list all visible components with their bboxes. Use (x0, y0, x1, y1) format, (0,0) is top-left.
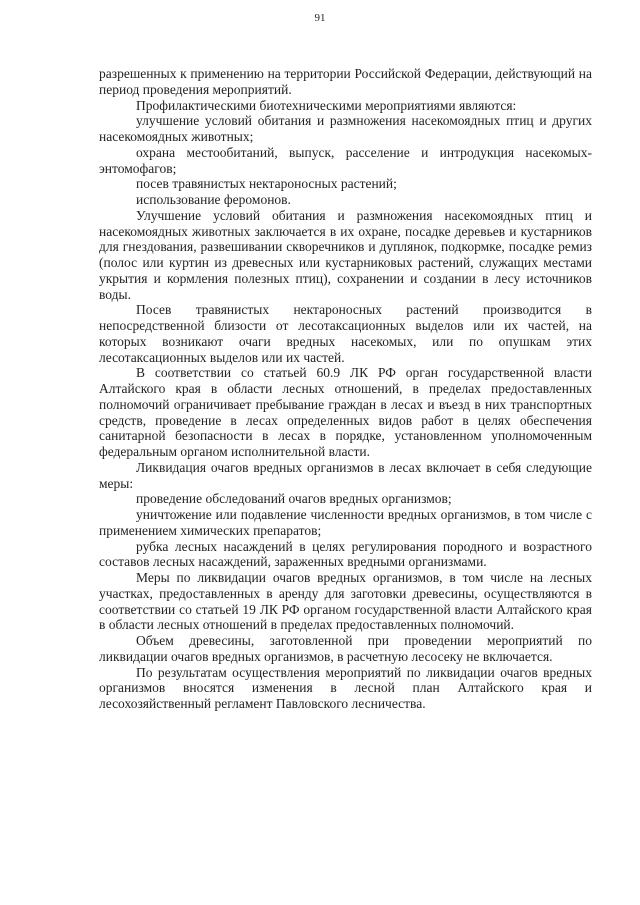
paragraph: В соответствии со статьей 60.9 ЛК РФ орган государственной власти Алтайского края в области лесных отношений, в пределах предоставленных полномочий ограничивает пребывание граждан в лесах и въезд в них транспортных средств, проведение в лесах определенных видов работ в целях обеспечения санитарной безопасности в лесах в порядке, установленном уполномоченным федеральным органом исполнительной власти. (99, 365, 592, 459)
list-item: проведение обследований очагов вредных организмов; (136, 491, 452, 507)
document-body (99, 66, 592, 712)
list-item: улучшение условий обитания и размножения насекомоядных птиц и других насекомоядных животных; (99, 113, 592, 144)
paragraph: Посев травянистых нектароносных растений производится в непосредственной близости от лесотаксационных выделов или их частей, на которых возникают очаги вредных насекомых, или по опушкам этих лесотаксационных выделов или их частей. (99, 302, 592, 365)
paragraph: Меры по ликвидации очагов вредных организмов, в том числе на лесных участках, предоставленных в аренду для заготовки древесины, осуществляются в соответствии со статьей 19 ЛК РФ органом государственной власти Алтайского края в области лесных отношений в пределах предоставленных полномочий. (99, 570, 592, 633)
paragraph: Улучшение условий обитания и размножения насекомоядных птиц и насекомоядных животных заключается в их охране, посадке деревьев и кустарников для гнездования, развешивании скворечников и дуплянок, подкормке, посадке ремиз (полос или куртин из древесных или кустарниковых растений, служащих местами укрытия и кормления полезных птиц), сохранении и создании в лесу источников воды. (99, 207, 592, 302)
list-item: использование феромонов. (136, 192, 291, 207)
list-item: рубка лесных насаждений в целях регулирования породного и возрастного составов лесных насаждений, зараженных вредными организмами. (99, 538, 592, 570)
paragraph: Объем древесины, заготовленной при проведении мероприятий по ликвидации очагов вредных организмов, в расчетную лесосеку не включается. (99, 633, 592, 664)
paragraph: Профилактическими биотехническими мероприятиями являются: (136, 97, 517, 113)
paragraph: Ликвидация очагов вредных организмов в лесах включает в себя следующие меры: (99, 459, 592, 491)
page-number: 91 (314, 12, 326, 24)
list-item: охрана местообитаний, выпуск, расселение и интродукция насекомых-энтомофагов; (99, 144, 592, 176)
paragraph: По результатам осуществления мероприятий по ликвидации очагов вредных организмов вносятся изменения в лесной план Алтайского края и лесохозяйственный регламент Павловского лесничества. (99, 664, 592, 711)
list-item: посев травянистых нектароносных растений; (136, 176, 397, 192)
paragraph: разрешенных к применению на территории Российской Федерации, действующий на период проведения мероприятий. (99, 66, 592, 97)
list-item: уничтожение или подавление численности вредных организмов, в том числе с применением химических препаратов; (99, 507, 592, 538)
